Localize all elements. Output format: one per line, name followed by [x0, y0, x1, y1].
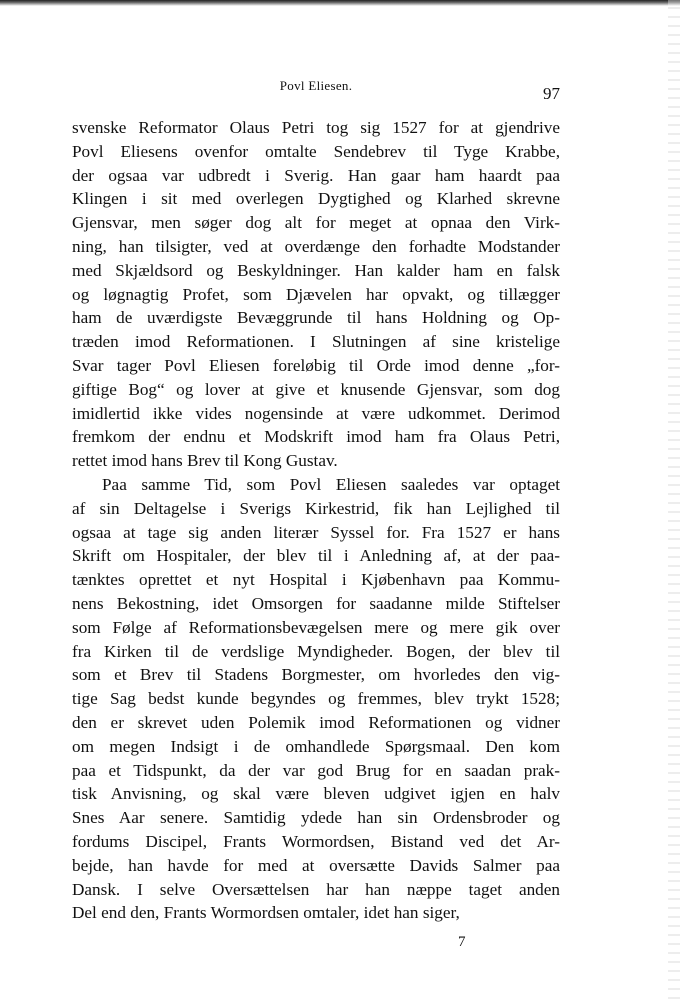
text-line: fra Kirken til de verdslige Myndigheder. Bogen, der blev til [72, 641, 560, 661]
text-line: fordums Discipel, Frants Wormordsen, Bistand ved det Ar- [72, 831, 560, 851]
text-line: Snes Aar senere. Samtidig ydede han sin Ordensbroder og [72, 808, 560, 828]
text-line: med Skjældsord og Beskyldninger. Han kalder ham en falsk [72, 260, 560, 280]
text-line: tisk Anvisning, og skal være bleven udgivet igjen en halv [72, 784, 560, 804]
body-text [72, 116, 560, 925]
text-line: tige Sag bedst kunde begyndes og fremmes, blev trykt 1528; [72, 689, 560, 709]
text-line: træden imod Reformationen. I Slutningen af sine kristelige [72, 332, 560, 352]
text-line: Klingen i sit med overlegen Dygtighed og Klarhed skrevne [72, 189, 560, 209]
text-line: paa et Tidspunkt, da der var god Brug for en saadan prak- [72, 760, 560, 780]
text-line: Paa samme Tid, som Povl Eliesen saaledes var optaget [102, 474, 560, 494]
page-right-edge [668, 0, 680, 1006]
text-line: den er skrevet uden Polemik imod Reformationen og vidner [72, 712, 560, 732]
text-line: bejde, han havde for med at oversætte Davids Salmer paa [72, 855, 560, 875]
text-line: som et Brev til Stadens Borgmester, om hvorledes den vig- [72, 665, 560, 685]
page-number: 97 [543, 84, 560, 103]
text-line: af sin Deltagelse i Sverigs Kirkestrid, fik han Lejlighed til [72, 498, 560, 518]
text-line: ning, han tilsigter, ved at overdænge den forhadte Modstander [72, 236, 560, 256]
signature-mark: 7 [458, 934, 466, 950]
page-top-edge [0, 0, 680, 6]
text-line: Dansk. I selve Oversættelsen har han næppe taget anden [72, 879, 560, 899]
text-line: som Følge af Reformationsbevægelsen mere og mere gik over [72, 617, 560, 637]
text-line: og løgnagtig Profet, som Djævelen har opvakt, og tillægger [72, 284, 560, 304]
text-line: Del end den, Frants Wormordsen omtaler, idet han siger, [72, 903, 460, 923]
paragraph [72, 473, 560, 925]
text-line: ham de uværdigste Bevæggrunde til hans Holdning og Op- [72, 308, 560, 328]
paragraph [72, 116, 560, 473]
text-line: nens Bekostning, idet Omsorgen for saadanne milde Stiftelser [72, 593, 560, 613]
text-line: om megen Indsigt i de omhandlede Spørgsmaal. Den kom [72, 736, 560, 756]
text-line: Povl Eliesens ovenfor omtalte Sendebrev til Tyge Krabbe, [72, 141, 560, 161]
text-line: der ogsaa var udbredt i Sverig. Han gaar ham haardt paa [72, 165, 560, 185]
text-line: Svar tager Povl Eliesen foreløbig til Orde imod denne „for- [72, 355, 560, 375]
running-title: Povl Eliesen. [279, 78, 353, 93]
text-line: rettet imod hans Brev til Kong Gustav. [72, 451, 338, 471]
page-header [72, 78, 560, 102]
text-line: tænktes oprettet et nyt Hospital i Kjøbenhavn paa Kommu- [72, 570, 560, 590]
text-line: imidlertid ikke vides nogensinde at være udkommet. Derimod [72, 403, 560, 423]
text-line: Gjensvar, men søger dog alt for meget at opnaa den Virk- [72, 213, 560, 233]
text-line: giftige Bog“ og lover at give et knusende Gjensvar, som dog [72, 379, 560, 399]
text-line: Skrift om Hospitaler, der blev til i Anledning af, at der paa- [72, 546, 560, 566]
text-line: svenske Reformator Olaus Petri tog sig 1527 for at gjendrive [72, 118, 560, 137]
text-line: ogsaa at tage sig anden literær Syssel for. Fra 1527 er hans [72, 522, 560, 542]
text-line: fremkom der endnu et Modskrift imod ham fra Olaus Petri, [72, 427, 560, 447]
